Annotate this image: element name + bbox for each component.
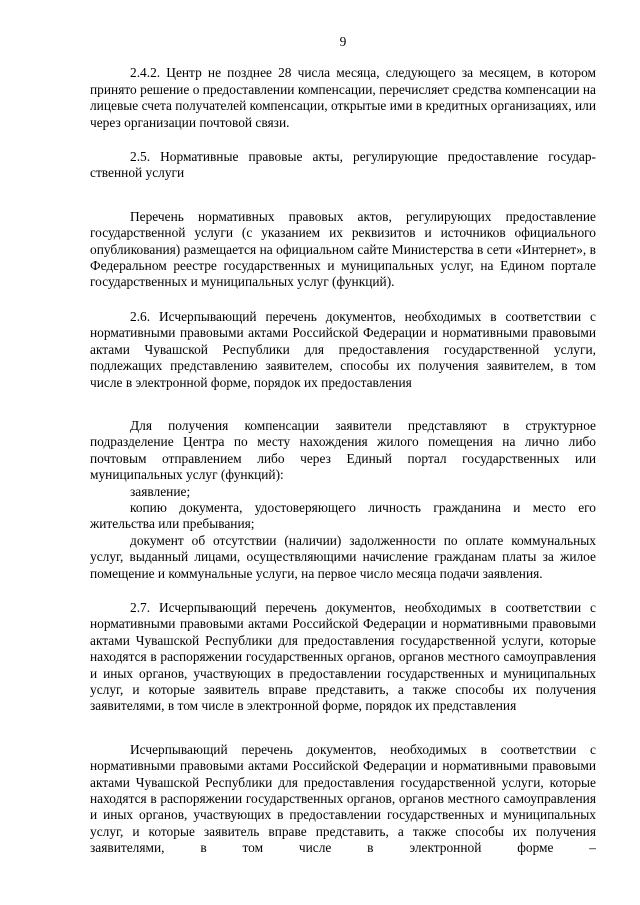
paragraph-compensation-documents: Для получения компенсации заявители представляют в структурное подразделение Центра по месту нахождения жилого помещения на лично либо почтовым отправлением либо через Единый портал государственных или муниципальных услуг (функций): [90,417,596,483]
paragraph-legal-acts-list: Перечень нормативных правовых актов, регулирующих предоставление государственной услуги (с указанием их реквизитов и источников официального опубликования) размещается на официальном сайте Министерства в сети «Интернет», в Федеральном реестре государственных и муниципальных услуг, на Едином портале государственных и муниципальных услуг (функций). [90,208,596,290]
list-item-identity-document: копию документа, удостоверяющего личность гражданина и место его жительства или пребывания; [90,499,596,532]
heading-2-7: 2.7. Исчерпывающий перечень документов, необходимых в соответствии с нормативными правовыми актами Российской Федерации и нормативными правовыми актами Чувашской Республики для предоставления государственной услуги, которые находятся в распоряжении государственных органов, органов местного самоуправления и иных органов, участвующих в предоставлении государственных и муниципальных услуг, и которые заявитель вправе представить, а также способы их получения заявителями, в том числе в электронной форме, порядок их представления [90,599,596,714]
list-item-debt-document: документ об отсутствии (наличии) задолженности по оплате коммунальных услуг, выданный лицами, осуществляющими начисление гражданам платы за жилое помещение и коммунальные услуги, на первое число месяца подачи заявления. [90,532,596,581]
heading-2-5: 2.5. Нормативные правовые акты, регулирующие предоставление государственной услуги [90,149,596,181]
list-item-application: заявление; [130,483,191,499]
paragraph-exhaustive-list: Исчерпывающий перечень документов, необходимых в соответствии с нормативными правовыми актами Российской Федерации и нормативными правовыми актами Чувашской Республики для предоставления государственной услуги, которые находятся в распоряжении государственных органов, органов местного самоуправления и иных органов, участвующих в предоставлении государственных и муниципальных услуг, и которые заявитель вправе представить, а также способы их получения заявителями, в том числе в электронной форме – [90,741,596,856]
heading-2-6: 2.6. Исчерпывающий перечень документов, необходимых в соответствии с нормативными правовыми актами Российской Федерации и нормативными правовыми актами Чувашской Республики для предоставления государственной услуги, подлежащих представлению заявителем, способы их получения заявителем, в том числе в электронной форме, порядок их предоставления [90,308,596,390]
page-number: 9 [339,34,347,49]
document-page [90,34,596,857]
paragraph-2-4-2: 2.4.2. Центр не позднее 28 числа месяца, следующего за месяцем, в котором принято решение о предоставлении компенсации, перечисляет средства компенсации на лицевые счета получателей компенсации, открытые ими в кредитных организациях, или через организации почтовой связи. [90,65,596,130]
